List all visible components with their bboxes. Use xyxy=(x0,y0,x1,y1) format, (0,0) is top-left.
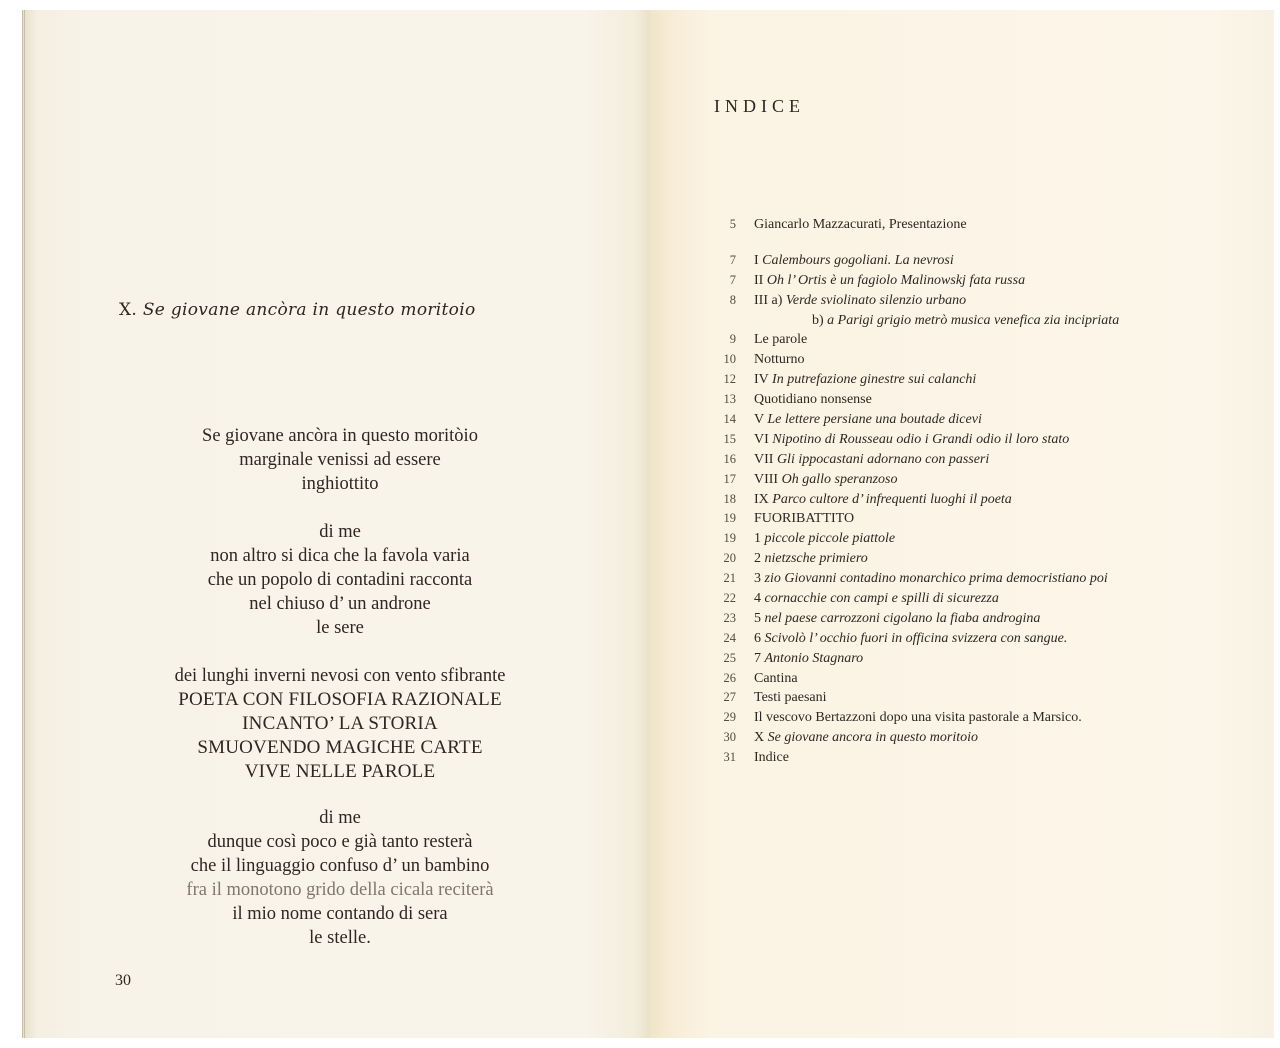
toc-entry xyxy=(700,370,1260,390)
toc-entry xyxy=(700,728,1260,748)
toc-title xyxy=(754,708,1082,728)
toc-page-number: 14 xyxy=(723,412,736,427)
toc-entry xyxy=(700,708,1260,728)
toc-title xyxy=(754,669,798,689)
toc-title xyxy=(754,430,1069,450)
toc-entry xyxy=(700,430,1260,450)
toc-section-number: 7 xyxy=(754,650,761,666)
poem-line: di me xyxy=(319,522,361,542)
toc-entry xyxy=(700,509,1260,529)
poem-line: Se giovane ancòra in questo moritòio xyxy=(202,426,478,446)
toc-title xyxy=(754,589,999,609)
toc-title-text: Le parole xyxy=(754,332,808,348)
toc-section-number: VI xyxy=(754,431,769,447)
left-page xyxy=(22,10,653,1038)
toc-entry xyxy=(700,629,1260,649)
toc-title-text: Nipotino di Rousseau odio i Grandi odio il loro stato xyxy=(772,431,1070,447)
toc-title-text: Oh gallo speranzoso xyxy=(781,471,898,487)
toc-page-number: 30 xyxy=(723,730,736,745)
toc-title xyxy=(754,390,872,410)
book-spread xyxy=(22,10,1274,1038)
toc-title xyxy=(754,529,895,549)
toc-title xyxy=(754,410,982,430)
toc-title-text: Il vescovo Bertazzoni dopo una visita pastorale a Marsico. xyxy=(754,710,1082,726)
toc-title-text: Le lettere persiane una boutade dicevi xyxy=(767,412,982,428)
chapter-heading xyxy=(119,300,475,320)
toc-title-text: zio Giovanni contadino monarchico prima democristiano poi xyxy=(764,571,1108,587)
toc-title-text: Antonio Stagnaro xyxy=(764,650,864,666)
toc-title xyxy=(754,688,827,708)
toc-page-number: 22 xyxy=(723,591,736,606)
toc-entry xyxy=(700,589,1260,609)
poem-line: SMUOVENDO MAGICHE CARTE xyxy=(197,737,483,758)
toc-section-number: 2 xyxy=(754,551,761,567)
toc-section-number: II xyxy=(754,272,764,288)
toc-section-number: b) xyxy=(812,312,824,328)
toc-page-number: 8 xyxy=(729,292,736,307)
toc-page-number: 31 xyxy=(723,750,736,765)
toc-section-number: 5 xyxy=(754,610,761,626)
toc-page-number: 24 xyxy=(723,630,736,645)
toc-title xyxy=(754,470,898,490)
toc-entry xyxy=(700,271,1260,291)
poem-line: INCANTO’ LA STORIA xyxy=(242,713,438,734)
toc-title-text: Scivolò l’ occhio fuori in officina svizzera con sangue. xyxy=(764,630,1068,646)
chapter-title: Se giovane ancòra in questo moritoio xyxy=(142,300,476,320)
toc-title-text: Oh l’ Ortis è un fagiolo Malinowskj fata russa xyxy=(766,272,1026,288)
toc-page-number: 9 xyxy=(729,332,736,347)
toc-title xyxy=(754,549,868,569)
toc-entry xyxy=(700,470,1260,490)
toc-title-text: Indice xyxy=(754,750,789,766)
poem-line: inghiottito xyxy=(301,474,379,494)
toc-title xyxy=(754,649,863,669)
toc-title xyxy=(754,251,954,271)
toc-page-number: 19 xyxy=(723,511,736,526)
toc-section-number: X xyxy=(754,730,765,746)
toc-entry xyxy=(700,669,1260,689)
toc-title xyxy=(754,350,805,370)
toc-entry xyxy=(700,529,1260,549)
toc-section-number: I xyxy=(754,252,759,268)
toc-title xyxy=(754,609,1040,629)
toc-title-text: Parco cultore d’ infrequenti luoghi il poeta xyxy=(772,491,1012,507)
toc-title xyxy=(754,748,789,768)
toc-section-number: III a) xyxy=(754,292,783,308)
toc-entry xyxy=(700,215,1260,235)
poem-stanza-2 xyxy=(125,520,555,640)
poem-line: nel chiuso d’ un androne xyxy=(249,594,431,614)
poem-line: dei lunghi inverni nevosi con vento sfibrante xyxy=(174,666,506,686)
poem-line: POETA CON FILOSOFIA RAZIONALE xyxy=(178,689,502,710)
toc-entry xyxy=(700,609,1260,629)
poem-line: fra il monotono grido della cicala reciterà xyxy=(186,880,494,900)
toc-title-text: FUORIBATTITO xyxy=(754,511,855,527)
toc-entry xyxy=(700,549,1260,569)
toc-title xyxy=(754,728,978,748)
toc-title-text: nel paese carrozzoni cigolano la fiaba androgina xyxy=(764,610,1041,626)
toc-page-number: 18 xyxy=(723,491,736,506)
toc-entry xyxy=(700,330,1260,350)
toc-page-number: 12 xyxy=(723,372,736,387)
toc-section-number: 3 xyxy=(754,571,761,587)
poem-line: non altro si dica che la favola varia xyxy=(210,546,470,566)
toc-entry xyxy=(700,251,1260,271)
toc-page-number: 7 xyxy=(729,252,736,267)
toc-title xyxy=(754,215,967,235)
toc-section-number: IX xyxy=(754,491,769,507)
toc-page-number: 29 xyxy=(723,710,736,725)
toc-title-text: cornacchie con campi e spilli di sicurezza xyxy=(764,591,999,607)
page-number: 30 xyxy=(115,972,131,989)
poem-line: VIVE NELLE PAROLE xyxy=(244,761,436,782)
toc-title-text: a Parigi grigio metrò musica venefica zia incipriata xyxy=(827,312,1120,328)
toc-page-number: 7 xyxy=(729,272,736,287)
toc-entry xyxy=(700,410,1260,430)
toc-page-number: 17 xyxy=(723,471,736,486)
toc-page-number: 15 xyxy=(723,431,736,446)
toc-section-number: 4 xyxy=(754,591,761,607)
toc-entry xyxy=(700,390,1260,410)
toc-page-number: 16 xyxy=(723,451,736,466)
toc-entry xyxy=(700,350,1260,370)
toc-title-text: Verde sviolinato silenzio urbano xyxy=(785,292,967,308)
toc-section-number: 1 xyxy=(754,531,761,547)
toc-spacer xyxy=(700,235,1260,251)
toc-title-text: piccole piccole piattole xyxy=(764,531,896,547)
toc-title xyxy=(754,271,1025,291)
toc-section-number: VIII xyxy=(754,471,779,487)
toc-page-number: 23 xyxy=(723,610,736,625)
toc-page-number: 5 xyxy=(729,217,736,231)
toc-title-text: In putrefazione ginestre sui calanchi xyxy=(772,372,977,388)
poem-line: che il linguaggio confuso d’ un bambino xyxy=(190,856,490,876)
toc-page-number: 21 xyxy=(723,571,736,586)
toc-entry xyxy=(700,688,1260,708)
toc-title-text: nietzsche primiero xyxy=(764,551,868,567)
toc-title-text: Quotidiano nonsense xyxy=(754,392,872,408)
toc-title xyxy=(754,509,854,529)
toc-title xyxy=(754,569,1108,589)
toc-page-number: 10 xyxy=(723,352,736,367)
poem-stanza-4 xyxy=(125,806,555,950)
toc-page-number: 13 xyxy=(723,392,736,407)
toc-page-number: 26 xyxy=(723,670,736,685)
toc-entry xyxy=(700,748,1260,768)
toc-title-text: Testi paesani xyxy=(754,690,827,706)
toc-title-text: Se giovane ancora in questo moritoio xyxy=(767,730,978,746)
toc-title xyxy=(812,311,1119,331)
toc-section-number: V xyxy=(754,412,764,428)
poem-stanza-3 xyxy=(125,664,555,784)
poem-line: le sere xyxy=(316,618,364,638)
toc-page-number: 27 xyxy=(723,690,736,705)
index-title: INDICE xyxy=(714,96,805,116)
poem-line: di me xyxy=(319,808,361,828)
poem-line: che un popolo di contadini racconta xyxy=(207,570,473,590)
toc-entry xyxy=(700,311,1260,331)
toc-entry xyxy=(700,649,1260,669)
toc-entry xyxy=(700,291,1260,311)
toc-page-number: 20 xyxy=(723,551,736,566)
toc-entry xyxy=(700,450,1260,470)
toc-section-number: 6 xyxy=(754,630,761,646)
toc-title-text: Giancarlo Mazzacurati, Presentazione xyxy=(754,217,967,232)
toc-title xyxy=(754,370,976,390)
toc-section-number: VII xyxy=(754,451,774,467)
toc-title xyxy=(754,450,989,470)
poem-line: le stelle. xyxy=(309,928,371,948)
toc-page-number: 19 xyxy=(723,531,736,546)
poem-line: marginale venissi ad essere xyxy=(239,450,441,470)
toc-entry xyxy=(700,569,1260,589)
toc-title xyxy=(754,490,1012,510)
poem-stanza-1 xyxy=(125,424,555,496)
toc-title-text: Cantina xyxy=(754,670,798,686)
toc-title xyxy=(754,291,966,311)
toc-page-number: 25 xyxy=(723,650,736,665)
toc-title-text: Calembours gogoliani. La nevrosi xyxy=(762,252,954,268)
table-of-contents xyxy=(700,215,1260,768)
toc-title-text: Gli ippocastani adornano con passeri xyxy=(776,451,990,467)
toc-entry xyxy=(700,490,1260,510)
toc-section-number: IV xyxy=(754,372,769,388)
poem-line: il mio nome contando di sera xyxy=(232,904,448,924)
toc-title-text: Notturno xyxy=(754,352,805,368)
toc-title xyxy=(754,330,807,350)
chapter-number: X. xyxy=(119,300,138,320)
poem-line: dunque così poco e già tanto resterà xyxy=(207,832,473,852)
toc-title xyxy=(754,629,1067,649)
